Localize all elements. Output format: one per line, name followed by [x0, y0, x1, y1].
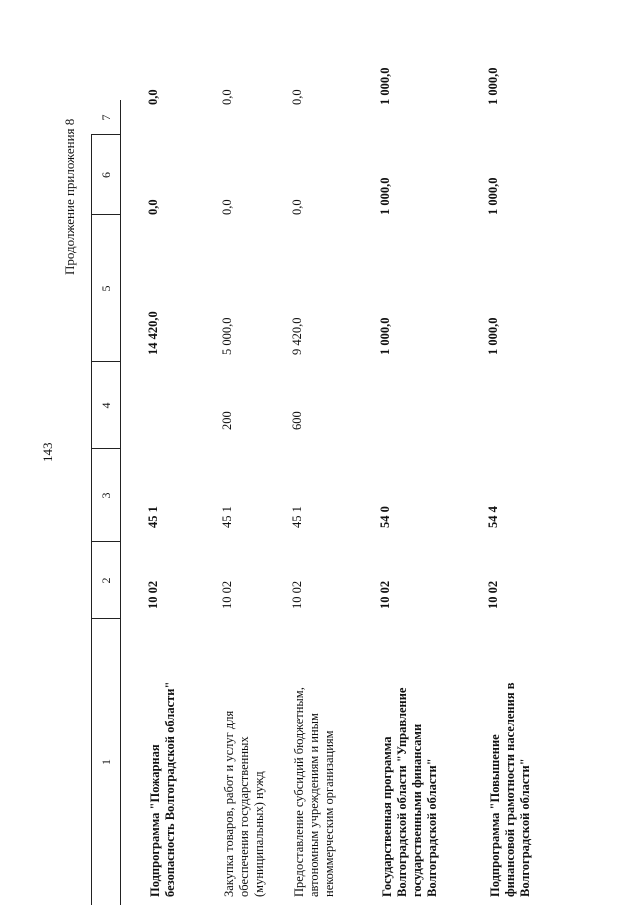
row-5-target: 54 4: [486, 506, 500, 528]
header-col-4: 4: [99, 402, 113, 409]
row-5-name: Подпрограмма "Повышение финансовой грамотности населения в Волгоградской области": [488, 682, 532, 897]
row-4-code: 10 02: [378, 580, 392, 609]
header-col-3: 3: [99, 492, 113, 499]
row-1-value-5: 14 420,0: [146, 311, 160, 355]
row-4-target: 54 0: [378, 506, 392, 528]
header-col-1: 1: [99, 759, 113, 765]
row-2-value-7: 0,0: [220, 89, 234, 105]
row-3-value-6: 0,0: [290, 199, 304, 215]
row-4-name: Государственная программа Волгоградской области "Управление государственными финансами Волгоградской области": [380, 687, 439, 897]
row-1-code: 10 02: [146, 580, 160, 609]
row-2-name: Закупка товаров, работ и услуг для обеспечения государственных (муниципальных) нужд: [222, 710, 266, 897]
row-5-value-5: 1 000,0: [486, 317, 500, 355]
continuation-label: Продолжение приложения 8: [62, 118, 77, 275]
row-3-value-7: 0,0: [290, 89, 304, 105]
row-5-value-6: 1 000,0: [486, 177, 500, 215]
row-2-code: 10 02: [220, 580, 234, 609]
row-2-value-6: 0,0: [220, 199, 234, 215]
row-2-target: 45 1: [220, 506, 234, 528]
row-3-name: Предоставление субсидий бюджетным, автономным учреждениям и иным некоммерческим организациям: [292, 687, 336, 897]
row-1-name: Подпрограмма "Пожарная безопасность Волгоградской области": [148, 681, 177, 897]
row-4-value-7: 1 000,0: [378, 67, 392, 105]
row-3-type: 600: [290, 411, 304, 430]
table-top-rule: [91, 135, 92, 905]
header-col-2: 2: [99, 577, 113, 584]
table-header-rule: [120, 100, 121, 905]
header-col-7: 7: [99, 114, 113, 121]
row-5-value-7: 1 000,0: [486, 67, 500, 105]
row-2-type: 200: [220, 411, 234, 430]
header-col-6: 6: [99, 172, 113, 178]
page-number: 143: [40, 442, 55, 462]
row-4-value-5: 1 000,0: [378, 317, 392, 355]
header-col-5: 5: [99, 285, 113, 292]
row-4-value-6: 1 000,0: [378, 177, 392, 215]
row-3-target: 45 1: [290, 506, 304, 528]
row-2-value-5: 5 000,0: [220, 317, 234, 355]
row-1-value-7: 0,0: [146, 89, 160, 105]
row-3-value-5: 9 420,0: [290, 317, 304, 355]
row-5-code: 10 02: [486, 580, 500, 609]
row-3-code: 10 02: [290, 580, 304, 609]
row-1-target: 45 1: [146, 506, 160, 528]
row-1-value-6: 0,0: [146, 199, 160, 215]
